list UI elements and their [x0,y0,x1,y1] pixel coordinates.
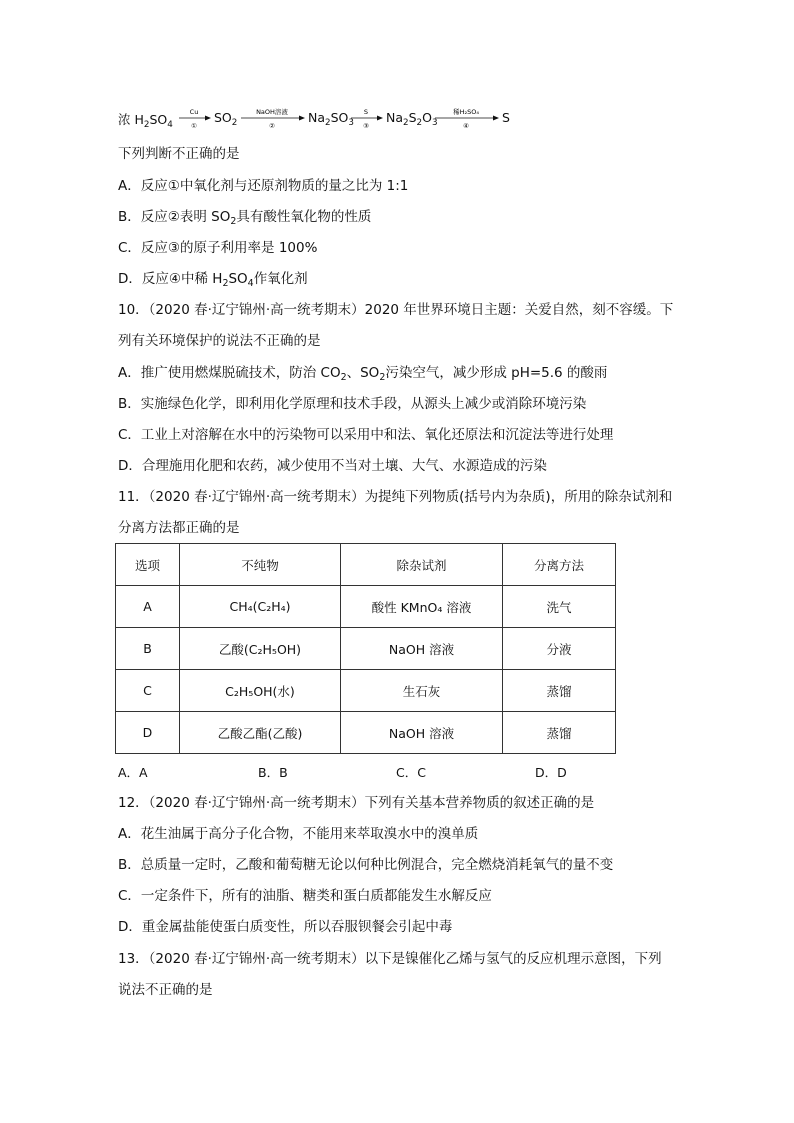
table-cell: C₂H₅OH(水) [180,670,341,712]
table-cell: 蒸馏 [503,670,616,712]
q10-option-b: B．实施绿色化学，即利用化学原理和技术手段，从源头上减少或消除环境污染 [118,396,587,412]
q9-option-c: C．反应③的原子利用率是 100% [118,240,318,256]
arrow-4-top: 稀H₂SO₄ [453,108,479,116]
table-cell: 乙酸(C₂H₅OH) [180,628,341,670]
q10-option-d: D．合理施用化肥和农药，减少使用不当对土壤、大气、水源造成的污染 [118,458,547,474]
q12-option-b: B．总质量一定时，乙酸和葡萄糖无论以何种比例混合，完全燃烧消耗氧气的量不变 [118,857,614,873]
flow-na2s2o3: $Na_2S_2O_3$ [386,110,438,128]
table-row [116,670,616,712]
q11-line-2: 分离方法都正确的是 [118,520,240,536]
flow-s: S [502,110,510,125]
q11-answer-d: D．D [535,765,567,780]
header-cell: 不纯物 [180,544,341,586]
table-cell: 分液 [503,628,616,670]
arrow-1-top: Cu [189,108,199,116]
arrow-1-bottom: ① [191,122,197,130]
table-row [116,586,616,628]
table-cell: CH₄(C₂H₄) [180,586,341,628]
flow-na2so3: $Na_2SO_3$ [308,110,354,128]
header-cell: 选项 [116,544,180,586]
table-cell: 乙酸乙酯(乙酸) [180,712,341,754]
q13-line-1: 13．（2020 春·辽宁锦州·高一统考期末）以下是镍催化乙烯与氢气的反应机理示意图，下列 [118,951,662,967]
arrow-1 [178,106,212,130]
q10-option-c: C．工业上对溶解在水中的污染物可以采用中和法、氧化还原法和沉淀法等进行处理 [118,427,614,443]
q9-stem: 下列判断不正确的是 [118,146,240,162]
arrow-3-bottom: ③ [363,122,369,130]
q9-option-a: A．反应①中氧化剂与还原剂物质的量之比为 1:1 [118,178,409,194]
q12-option-c: C．一定条件下，所有的油脂、糖类和蛋白质都能发生水解反应 [118,888,492,904]
table-row [116,628,616,670]
table-cell: NaOH 溶液 [341,712,503,754]
flow-start: 浓 $H_2SO_4$ [118,112,173,130]
table-cell: B [116,628,180,670]
arrow-2-bottom: ② [269,122,275,130]
table-cell: 蒸馏 [503,712,616,754]
q12-line-1: 12．（2020 春·辽宁锦州·高一统考期末）下列有关基本营养物质的叙述正确的是 [118,795,595,811]
q11-line-1: 11．（2020 春·辽宁锦州·高一统考期末）为提纯下列物质(括号内为杂质)，所用的除杂试剂和 [118,489,673,505]
table-cell: C [116,670,180,712]
arrow-4 [434,106,500,130]
arrow-2-top: NaOH溶液 [256,108,288,116]
flow-so2: $SO_2$ [214,110,238,128]
header-cell: 除杂试剂 [341,544,503,586]
arrow-3 [350,106,384,130]
q11-table [115,543,616,754]
table-cell: NaOH 溶液 [341,628,503,670]
q12-option-a: A．花生油属于高分子化合物，不能用来萃取溴水中的溴单质 [118,826,479,842]
q11-answer-b: B．B [258,765,288,780]
table-header-row [116,544,616,586]
q11-answer-c: C．C [396,765,426,780]
arrow-4-bottom: ④ [463,122,469,130]
q12-option-d: D．重金属盐能使蛋白质变性，所以吞服钡餐会引起中毒 [118,919,453,935]
q10-option-a: A．推广使用燃煤脱硫技术，防治 $CO_2$、$SO_2$污染空气，减少形成 pH=5.6 的酸雨 [118,365,608,383]
header-cell: 分离方法 [503,544,616,586]
q13-line-2: 说法不正确的是 [118,982,213,998]
arrow-3-top: S [363,108,369,116]
arrow-2 [240,106,306,130]
table-row [116,712,616,754]
q9-option-d: D．反应④中稀 $H_2SO_4$作氧化剂 [118,271,308,289]
q10-line-2: 列有关环境保护的说法不正确的是 [118,333,321,349]
q9-option-b: B．反应②表明 $SO_2$具有酸性氧化物的性质 [118,209,372,227]
table-cell: D [116,712,180,754]
table-cell: 生石灰 [341,670,503,712]
q11-answer-a: A．A [118,765,148,780]
q10-line-1: 10．（2020 春·辽宁锦州·高一统考期末）2020 年世界环境日主题：关爱自然，刻不容缓。下 [118,302,674,318]
table-cell: A [116,586,180,628]
table-cell: 酸性 KMnO₄ 溶液 [341,586,503,628]
table-cell: 洗气 [503,586,616,628]
